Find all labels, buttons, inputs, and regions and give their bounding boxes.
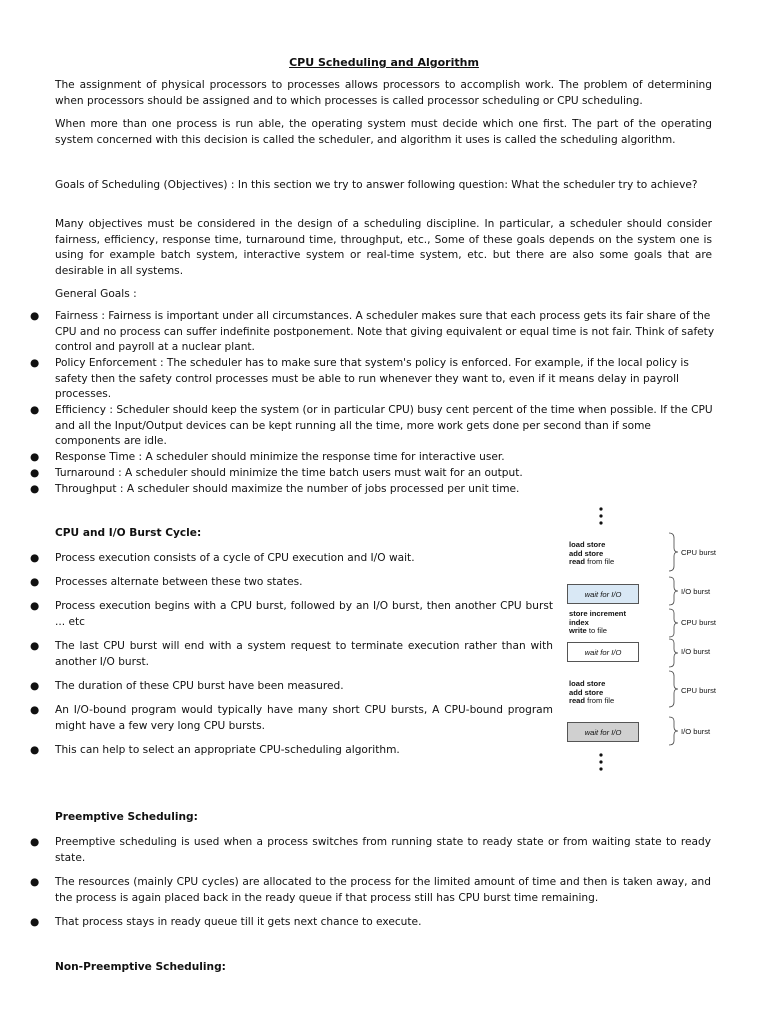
burst-item-2: Processes alternate between these two states.	[55, 576, 303, 588]
goal-fairness: Fairness : Fairness is important under all circumstances. A scheduler makes sure that each process gets its fair share of the CPU and no process can suffer indefinite postponement. Note that giving equivalent or equal time is not fair. Think of safety control and payroll at a nuclear plant.	[55, 310, 715, 353]
bullet-icon: ●	[30, 576, 40, 588]
bullet-icon: ●	[30, 876, 40, 888]
burst-item-6: An I/O-bound program would typically have many short CPU bursts, A CPU-bound program might have a few very long CPU bursts.	[55, 704, 553, 732]
preemptive-item-3: That process stays in ready queue till it gets next chance to execute.	[55, 916, 422, 928]
list-item	[30, 309, 715, 356]
ellipsis-dot	[599, 760, 602, 763]
block-3-instructions: load store add store read from file	[569, 679, 615, 706]
ellipsis-dot	[599, 753, 602, 756]
ellipsis-dot	[599, 767, 602, 770]
bullet-icon: ●	[30, 552, 40, 564]
list-item	[30, 835, 711, 866]
cpu-burst-label: CPU burst	[681, 686, 717, 695]
goal-response-time: Response Time : A scheduler should minimize the response time for interactive user.	[55, 451, 505, 463]
list-item	[30, 450, 715, 466]
bullet-icon: ●	[30, 600, 40, 612]
block-1-instructions: load store add store read from file	[569, 540, 615, 567]
goal-turnaround: Turnaround : A scheduler should minimize the time batch users must wait for an output.	[55, 467, 523, 479]
preemptive-item-2: The resources (mainly CPU cycles) are allocated to the process for the limited amount of time and then is taken away, and the process is again placed back in the ready queue if that process still has CPU burst time remaining.	[55, 876, 711, 904]
bullet-icon: ●	[30, 836, 40, 848]
list-item	[30, 482, 715, 498]
list-item	[30, 875, 711, 906]
bullet-icon: ●	[30, 916, 40, 928]
brace-io-1	[669, 577, 678, 605]
list-item	[30, 599, 553, 630]
list-item	[30, 679, 553, 695]
intro-paragraph-2: When more than one process is run able, the operating system must decide which one first. The part of the operating system concerned with this decision is called the scheduler, and algorithm it uses is called the scheduling algorithm.	[55, 118, 712, 146]
io-burst-label: I/O burst	[681, 647, 711, 656]
burst-item-3: Process execution begins with a CPU burst, followed by an I/O burst, then another CPU burst ... etc	[55, 600, 553, 628]
bullet-icon: ●	[30, 357, 40, 369]
io-burst-label: I/O burst	[681, 587, 711, 596]
goals-description: Many objectives must be considered in the design of a scheduling discipline. In particular, a scheduler should consider fairness, efficiency, response time, turnaround time, throughput, etc., Some of these goals depends on the system one is using for example batch system, interactive system or real-time system, etc. but there are also some goals that are desirable in all systems.	[55, 218, 712, 277]
bullet-icon: ●	[30, 467, 40, 479]
bullet-icon: ●	[30, 404, 40, 416]
bullet-icon: ●	[30, 680, 40, 692]
bullet-icon: ●	[30, 310, 40, 322]
goal-throughput: Throughput : A scheduler should maximize the number of jobs processed per unit time.	[55, 483, 520, 495]
ellipsis-dot	[599, 507, 602, 510]
burst-item-5: The duration of these CPU burst have been measured.	[55, 680, 344, 692]
list-item	[30, 703, 553, 734]
bullet-icon: ●	[30, 451, 40, 463]
cpu-burst-label: CPU burst	[681, 618, 717, 627]
wait-io-box-2: wait for I/O	[567, 642, 639, 662]
bullet-icon: ●	[30, 483, 40, 495]
burst-item-7: This can help to select an appropriate CPU-scheduling algorithm.	[55, 744, 400, 756]
bullet-icon: ●	[30, 640, 40, 652]
wait-io-box-3: wait for I/O	[567, 722, 639, 742]
burst-item-4: The last CPU burst will end with a system request to terminate execution rather than with another I/O burst.	[55, 640, 553, 668]
ellipsis-dot	[599, 521, 602, 524]
list-item	[30, 551, 553, 567]
goals-question: Goals of Scheduling (Objectives) : In this section we try to answer following question: What the scheduler try to achieve?	[55, 179, 698, 191]
list-item	[30, 466, 715, 482]
burst-item-1: Process execution consists of a cycle of CPU execution and I/O wait.	[55, 552, 415, 564]
block-2-instructions: store increment index write to file	[569, 609, 626, 636]
brace-io-3	[669, 717, 678, 745]
general-goals-label: General Goals :	[55, 288, 137, 300]
list-item	[30, 915, 711, 931]
brace-cpu-2	[669, 609, 678, 637]
goal-policy: Policy Enforcement : The scheduler has to make sure that system's policy is enforced. For example, if the local policy is safety then the safety control processes must be able to run whenever they want to, even if it means delay in payroll processes.	[55, 357, 689, 400]
page-title: CPU Scheduling and Algorithm	[289, 56, 479, 69]
burst-heading: CPU and I/O Burst Cycle:	[55, 527, 202, 539]
preemptive-item-1: Preemptive scheduling is used when a process switches from running state to ready state or from waiting state to ready state.	[55, 836, 711, 864]
bullet-icon: ●	[30, 744, 40, 756]
burst-cycle-diagram	[566, 505, 720, 773]
brace-io-2	[669, 639, 678, 667]
brace-cpu-1	[669, 533, 678, 571]
list-item	[30, 575, 553, 591]
list-item	[30, 356, 715, 403]
wait-io-box-1: wait for I/O	[567, 584, 639, 604]
list-item	[30, 403, 715, 450]
ellipsis-dot	[599, 514, 602, 517]
intro-paragraph-1: The assignment of physical processors to processes allows processors to accomplish work. The problem of determining when processors should be assigned and to which processes is called processor scheduling or CPU scheduling.	[55, 79, 712, 107]
list-item	[30, 743, 553, 759]
io-burst-label: I/O burst	[681, 727, 711, 736]
preemptive-heading: Preemptive Scheduling:	[55, 811, 198, 823]
cpu-burst-label: CPU burst	[681, 548, 717, 557]
goal-efficiency: Efficiency : Scheduler should keep the system (or in particular CPU) busy cent percent of the time when possible. If the CPU and all the Input/Output devices can be kept running all the time, more work gets done per second than if some components are idle.	[55, 404, 713, 447]
nonpreemptive-heading: Non-Preemptive Scheduling:	[55, 961, 226, 973]
bullet-icon: ●	[30, 704, 40, 716]
list-item	[30, 639, 553, 670]
brace-cpu-3	[669, 671, 678, 707]
